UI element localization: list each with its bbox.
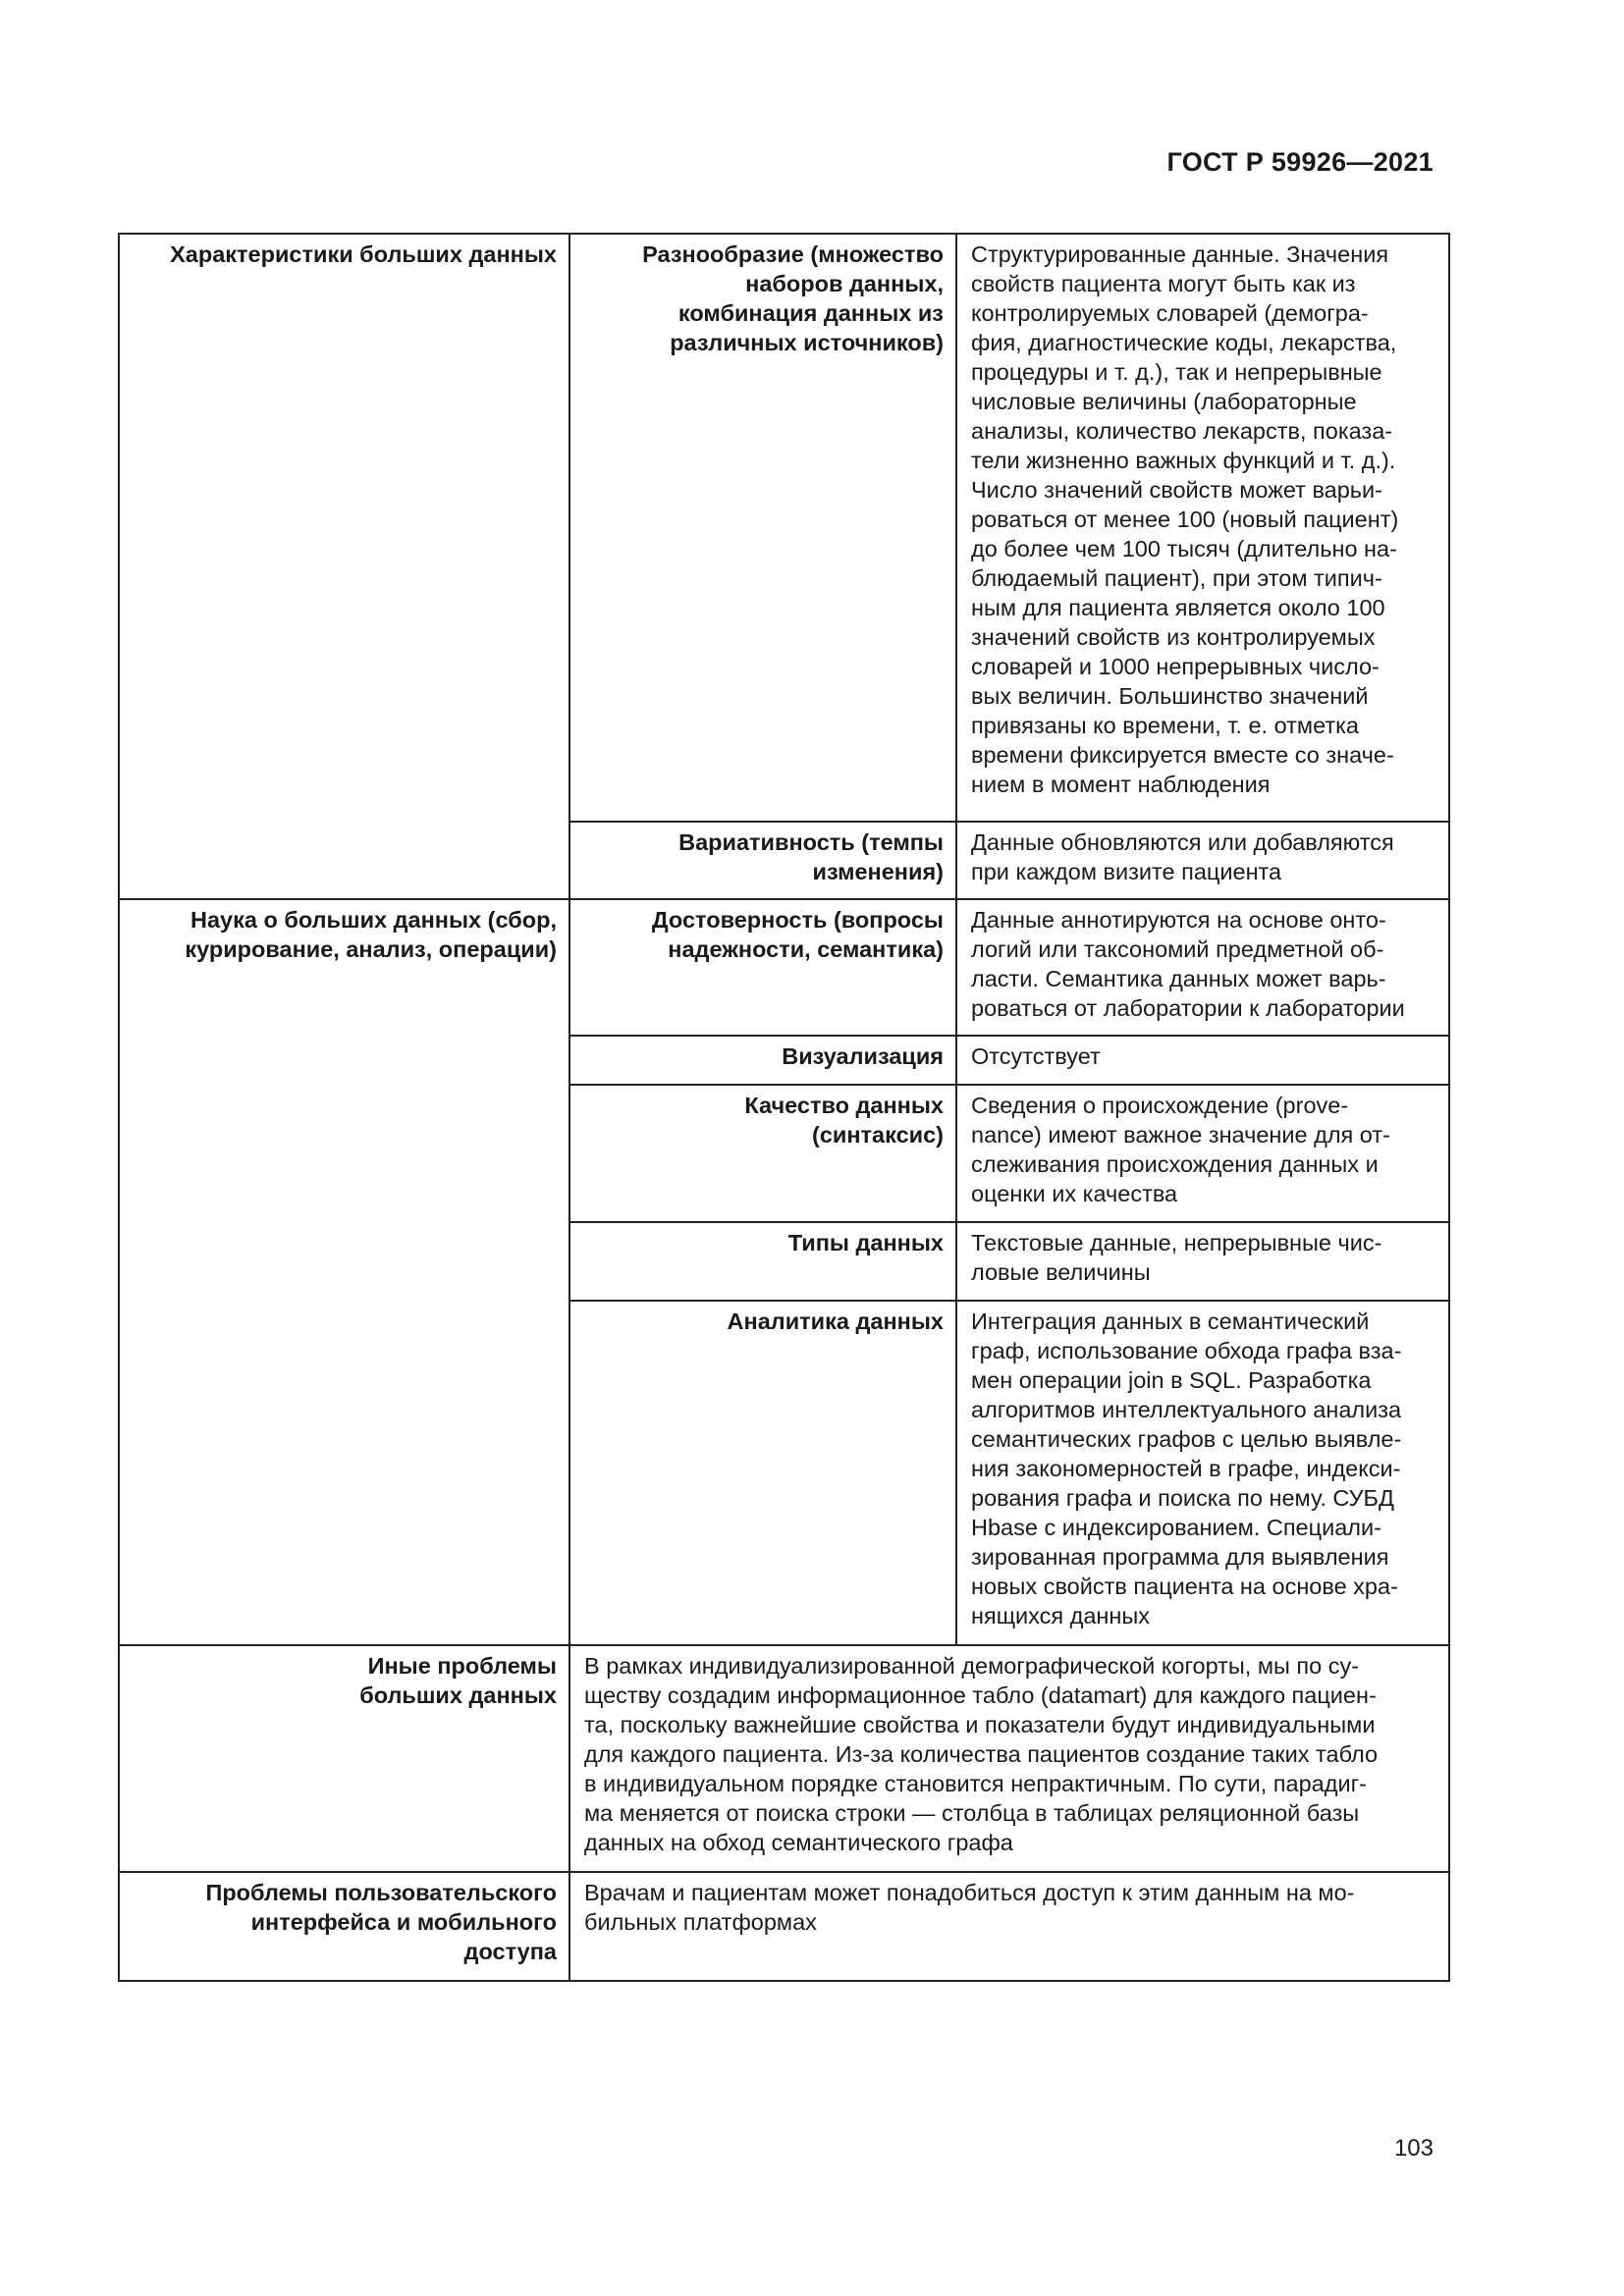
- big-data-characteristics-table: [118, 233, 1450, 1982]
- description-cell: Отсутствует: [956, 1036, 1449, 1085]
- group-label-ui-mobile-problems: Проблемы пользовательского интерфейса и мобильного доступа: [119, 1872, 569, 1981]
- table-row: [119, 1872, 1449, 1981]
- description-cell: Структурированные данные. Значения свойств пациента могут быть как из контролируемых словарей (демогра- фия, диагностические коды, лекарства, процедуры и т. д.), так и непрерывные числовые величины (лабораторные анализы, количество лекарств, показа- тели жизненно важных функций и т. д.). Число значений свойств может варьи- роваться от менее 100 (новый пациент) до более чем 100 тысяч (длительно на- блюдаемый пациент), при этом типич- ным для пациента является около 100 значений свойств из контролируемых словарей и 1000 непрерывных число- вых величин. Большинство значений привязаны ко времени, т. е. отметка времени фиксируется вместе со значе- нием в момент наблюдения: [956, 234, 1449, 822]
- page-number: 103: [1393, 2135, 1434, 2162]
- description-cell: В рамках индивидуализированной демографической когорты, мы по су- ществу создадим информационное табло (datamart) для каждого пациен- та, поскольку важнейшие свойства и показатели будут индивидуальными для каждого пациента. Из-за количества пациентов создание таких табло в индивидуальном порядке становится непрактичным. По сути, парадиг- ма меняется от поиска строки — столбца в таблицах реляционной базы данных на обход семантического графа: [569, 1645, 1449, 1872]
- description-cell: Интеграция данных в семантический граф, использование обхода графа вза- мен операции join в SQL. Разработка алгоритмов интеллектуального анализа семантических графов с целью выявле- ния закономерностей в графе, индекси- рования графа и поиска по нему. СУБД Hbase с индексированием. Специали- зированная программа для выявления новых свойств пациента на основе хра- нящихся данных: [956, 1301, 1449, 1645]
- aspect-cell: Разнообразие (множество наборов данных, комбинация данных из различных источников): [569, 234, 956, 822]
- aspect-cell: Визуализация: [569, 1036, 956, 1085]
- group-label-other-problems: Иные проблемы больших данных: [119, 1645, 569, 1872]
- description-cell: Текстовые данные, непрерывные чис- ловые величины: [956, 1222, 1449, 1301]
- description-cell: Сведения о происхождение (prove- nance) имеют важное значение для от- слеживания происхождения данных и оценки их качества: [956, 1085, 1449, 1222]
- aspect-cell: Качество данных (синтаксис): [569, 1085, 956, 1222]
- aspect-cell: Типы данных: [569, 1222, 956, 1301]
- table-row: [119, 1645, 1449, 1872]
- group-label-big-data-characteristics: Характеристики больших данных: [119, 234, 569, 899]
- description-cell: Данные аннотируются на основе онто- логий или таксономий предметной об- ласти. Семантика данных может варь- роваться от лаборатории к лаборатории: [956, 899, 1449, 1036]
- aspect-cell: Вариативность (темпы изменения): [569, 822, 956, 899]
- document-header: ГОСТ Р 59926—2021: [1166, 147, 1434, 177]
- group-label-big-data-science: Наука о больших данных (сбор, курирование, анализ, операции): [119, 899, 569, 1645]
- table-row: [119, 234, 1449, 822]
- description-cell: Врачам и пациентам может понадобиться доступ к этим данным на мо- бильных платформах: [569, 1872, 1449, 1981]
- aspect-cell: Достоверность (вопросы надежности, семантика): [569, 899, 956, 1036]
- table-row: [119, 899, 1449, 1036]
- aspect-cell: Аналитика данных: [569, 1301, 956, 1645]
- description-cell: Данные обновляются или добавляются при каждом визите пациента: [956, 822, 1449, 899]
